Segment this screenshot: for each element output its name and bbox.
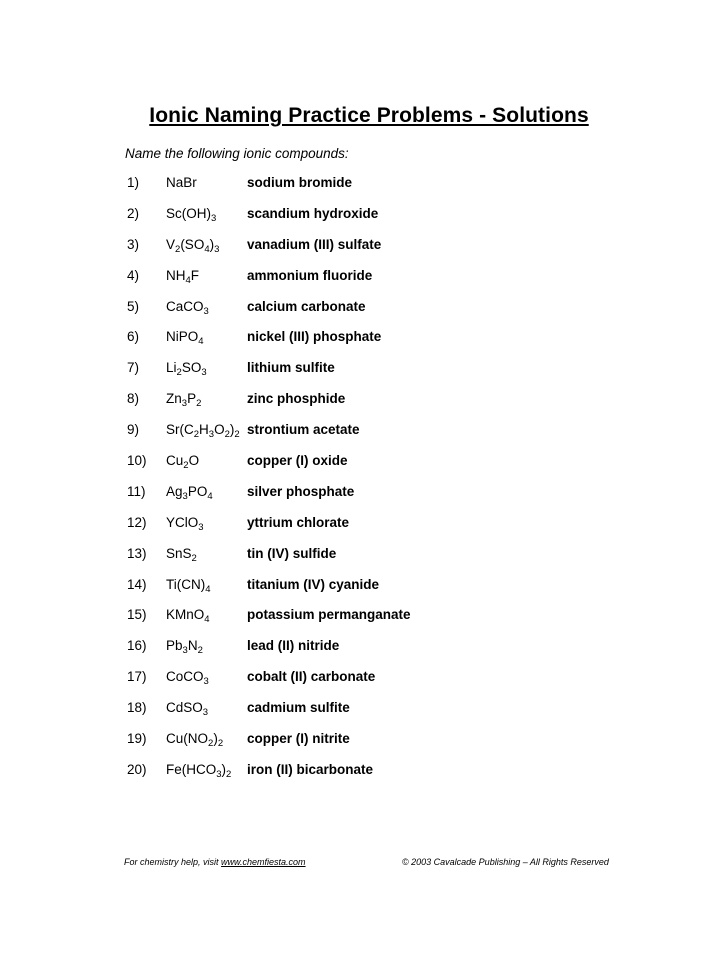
formula-subscript: 2: [175, 243, 181, 255]
problem-number: 14): [127, 576, 147, 592]
problem-number: 15): [127, 607, 147, 623]
formula-text: CaCO: [166, 298, 204, 314]
formula-subscript: 3: [211, 212, 217, 224]
problem-answer: sodium bromide: [247, 175, 353, 190]
page-title: Ionic Naming Practice Problems - Solutions: [149, 104, 589, 127]
problem-formula: [166, 175, 197, 190]
problem-answer: ammonium fluoride: [247, 267, 373, 283]
formula-text: Pb: [166, 638, 183, 654]
formula-subscript: 3: [182, 490, 188, 502]
problem-answer: nickel (III) phosphate: [247, 329, 382, 345]
formula-subscript: 3: [214, 243, 220, 255]
formula-text: Ag: [166, 483, 183, 499]
problem-answer: cobalt (II) carbonate: [247, 669, 376, 685]
problem-formula: [166, 360, 207, 379]
formula-text: CdSO: [166, 700, 203, 716]
formula-subscript: 4: [205, 583, 211, 595]
formula-subscript: 3: [182, 645, 188, 657]
problem-number: 16): [127, 638, 147, 654]
formula-subscript: 2: [234, 429, 240, 441]
problem-number: 9): [127, 422, 140, 438]
problem-answer: yttrium chlorate: [247, 514, 350, 530]
problem-number: 10): [127, 453, 147, 469]
formula-subscript: 2: [191, 552, 197, 564]
formula-subscript: 2: [196, 398, 202, 410]
problem-formula: [166, 298, 209, 317]
problem-number: 4): [127, 267, 140, 283]
formula-text: Fe(HCO: [166, 761, 217, 777]
formula-text: SO: [181, 360, 202, 376]
formula-subscript: 2: [176, 367, 182, 379]
formula-text: (SO: [180, 236, 205, 252]
problem-number: 11): [127, 483, 146, 499]
formula-subscript: 2: [193, 429, 200, 441]
formula-text: ): [209, 236, 215, 252]
formula-text: KMnO: [166, 607, 205, 623]
formula-subscript: 3: [198, 521, 204, 533]
formula-subscript: 4: [207, 490, 213, 502]
problem-answer: copper (I) oxide: [247, 453, 348, 469]
formula-text: V: [166, 236, 176, 252]
problem-formula: [166, 205, 217, 224]
instructions: Name the following ionic compounds:: [125, 146, 349, 161]
formula-text: H: [199, 422, 209, 438]
formula-text: YClO: [166, 514, 199, 530]
problem-formula: [166, 483, 213, 502]
footer-copyright: © 2003 Cavalcade Publishing – All Rights Reserved: [402, 857, 609, 867]
problem-number: 18): [127, 700, 147, 716]
problem-answer: lead (II) nitride: [247, 638, 340, 654]
formula-text: Cu: [166, 453, 184, 469]
formula-subscript: 4: [185, 274, 191, 286]
problem-formula: [166, 422, 240, 441]
formula-text: Li: [166, 360, 177, 376]
problem-formula: [166, 514, 204, 533]
formula-text: NaBr: [166, 175, 197, 190]
problem-answer: titanium (IV) cyanide: [247, 576, 380, 592]
problem-formula: [166, 545, 197, 564]
problem-number: 20): [127, 761, 147, 777]
problem-answer: scandium hydroxide: [247, 205, 379, 221]
problem-number: 13): [127, 545, 147, 561]
problem-formula: [166, 267, 200, 286]
formula-text: Ti(CN): [166, 576, 206, 592]
formula-text: ): [213, 731, 218, 747]
formula-text: Zn: [166, 391, 182, 407]
formula-text: NH: [166, 267, 186, 283]
problem-number: 3): [127, 236, 140, 252]
formula-subscript: 3: [208, 429, 215, 441]
problem-number: 19): [127, 731, 147, 747]
problem-answer: silver phosphate: [247, 483, 355, 499]
problem-answer: potassium permanganate: [247, 607, 411, 623]
formula-subscript: 3: [203, 676, 209, 688]
formula-subscript: 2: [183, 460, 189, 472]
problem-formula: [166, 731, 224, 750]
formula-subscript: 4: [204, 614, 210, 626]
formula-text: NiPO: [166, 329, 199, 345]
formula-text: O: [214, 422, 225, 438]
formula-text: F: [190, 267, 200, 283]
formula-text: P: [187, 391, 197, 407]
formula-text: CoCO: [166, 669, 204, 685]
problem-number: 5): [127, 298, 140, 314]
problem-answer: strontium acetate: [247, 422, 360, 438]
problem-answer: copper (I) nitrite: [247, 731, 350, 747]
problem-formula: [166, 391, 202, 410]
problem-answer: cadmium sulfite: [247, 700, 350, 716]
problem-formula: [166, 607, 210, 626]
problem-formula: [166, 453, 200, 472]
footer-help-text: For chemistry help, visit: [124, 857, 222, 867]
problem-formula: [166, 761, 232, 780]
problem-number: 1): [127, 175, 140, 190]
formula-subscript: 3: [202, 707, 209, 719]
formula-subscript: 3: [181, 398, 188, 410]
formula-subscript: 2: [197, 645, 203, 657]
problem-answer: tin (IV) sulfide: [247, 545, 337, 561]
formula-text: Cu(NO: [166, 731, 209, 747]
problem-number: 17): [127, 669, 147, 685]
footer-help: [124, 857, 306, 867]
formula-text: SnS: [166, 545, 192, 561]
formula-subscript: 3: [201, 367, 207, 379]
formula-text: O: [188, 453, 200, 469]
formula-text: PO: [187, 483, 208, 499]
problem-formula: [166, 700, 209, 719]
problem-answer: zinc phosphide: [247, 391, 346, 407]
problem-formula: [166, 669, 209, 688]
footer-link[interactable]: www.chemfiesta.com: [221, 857, 306, 867]
formula-text: N: [187, 638, 198, 654]
formula-subscript: 3: [216, 768, 222, 780]
problem-answer: iron (II) bicarbonate: [247, 761, 374, 777]
problem-formula: [166, 576, 211, 595]
problem-formula: [166, 638, 203, 657]
problem-formula: [166, 236, 220, 255]
formula-subscript: 2: [224, 429, 230, 441]
formula-subscript: 2: [217, 738, 224, 750]
problem-formula: [166, 329, 204, 348]
problem-number: 8): [127, 391, 140, 407]
formula-subscript: 4: [204, 243, 210, 255]
problem-number: 7): [127, 360, 140, 376]
problem-number: 6): [127, 329, 140, 345]
problem-number: 2): [127, 205, 140, 221]
formula-subscript: 4: [198, 336, 204, 348]
formula-subscript: 2: [226, 768, 232, 780]
formula-text: ): [229, 422, 235, 438]
problem-number: 12): [127, 514, 147, 530]
problem-answer: vanadium (III) sulfate: [247, 236, 382, 252]
formula-text: Sc(OH): [166, 205, 211, 221]
formula-subscript: 3: [203, 305, 209, 317]
formula-subscript: 2: [208, 738, 214, 750]
formula-text: ): [221, 761, 227, 777]
problem-answer: calcium carbonate: [247, 298, 366, 314]
problem-answer: lithium sulfite: [247, 360, 335, 376]
formula-text: Sr(C: [166, 422, 194, 438]
